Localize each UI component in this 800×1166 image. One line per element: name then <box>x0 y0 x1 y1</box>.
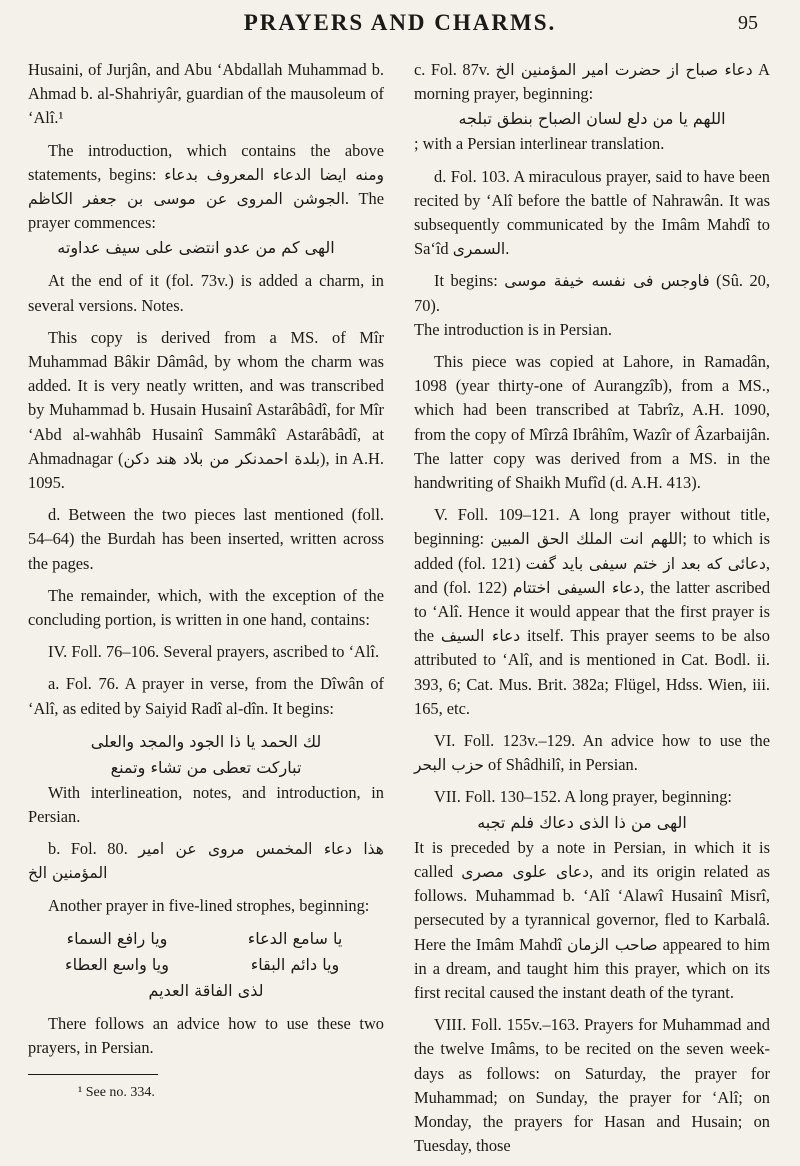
arabic-text: دعائى كه بعد از ختم سيفى بايد گفت <box>525 554 766 573</box>
text: V. Foll. 109–121. A long prayer without title, beginning: <box>414 505 770 549</box>
paragraph: With interlineation, notes, and introduction, in Persian. <box>28 782 384 827</box>
verse-line: ويا واسع العطاء <box>65 954 169 974</box>
arabic-text: السمرى <box>452 240 506 259</box>
text: It is preceded by a note in Persian, in which it is called <box>414 837 770 881</box>
text: , and (fol. 122) <box>414 553 770 597</box>
page-number: 95 <box>738 12 758 34</box>
arabic-text: دعاء السيفى اختتام <box>512 578 641 597</box>
paragraph: Another prayer in five-lined strophes, beginning: <box>48 895 370 915</box>
text: VI. Foll. 123v.–129. An advice how to use the <box>434 731 770 751</box>
verse-line: يا سامع الدعاء <box>247 928 343 948</box>
text: c. Fol. 87v. <box>414 60 490 79</box>
section-v <box>414 503 770 721</box>
text: b. Fol. 80. <box>48 839 128 859</box>
text: This copy is derived from a MS. of Mîr Muhammad Bâkir Dâmâd, by whom the charm was added. It is very neatly written, and was transcribed by Muhammad b. Husain Husainî Astarâbâdî, for Mîr ‘Abd al-wahhâb Husainî Sammâkî Astarâbâdî, at Ahmadnagar ( <box>28 327 384 468</box>
paragraph: The remainder, which, with the exception of the concluding portion, is written in one hand, contains: <box>28 585 384 630</box>
page-header <box>0 10 800 46</box>
footnote: ¹ See no. 334. <box>78 1085 155 1101</box>
text: ; to which is added (fol. 121) <box>414 529 770 573</box>
paragraph: d. Between the two pieces last mentioned (foll. 54–64) the Burdah has been inserted, written across the pages. <box>28 505 384 573</box>
left-column <box>28 58 384 1106</box>
page-title: PRAYERS AND CHARMS. <box>243 10 557 35</box>
paragraph: a. Fol. 76. A prayer in verse, from the Dîwân of ‘Alî, as edited by Saiyid Radî al-dîn. It begins: <box>28 674 384 718</box>
paragraph-begins <box>414 269 770 342</box>
footnote-divider <box>28 1074 158 1075</box>
arabic-verse: تباركت تعطى من تشاء وتمنع <box>110 757 302 777</box>
section-viii: VIII. Foll. 155v.–163. Prayers for Muhammad and the twelve Imâms, to be recited on the seven week-days as follows: on Saturday, the prayer for Muhammad; on Sunday, the prayer for ‘Alî; on Monday, the prayers for Hasan and Husain; on Tuesday, those <box>414 1015 770 1156</box>
arabic-text: اللهم يا من دلع لسان الصباح بنطق تبلجه <box>458 109 726 129</box>
text: The introduction, which contains the above statements, begins: <box>28 140 384 184</box>
arabic-text: الهى من ذا الذى دعاك فلم تجبه <box>477 812 687 832</box>
arabic-text: دعاى علوى مصرى <box>461 862 589 881</box>
arabic-text: الهى كم من عدو انتضى على سيف عداوته <box>57 238 335 258</box>
paragraph-c <box>414 58 770 157</box>
text: It begins: <box>434 271 498 291</box>
arabic-text: بلدة احمدنكر من بلاد هند دكن <box>123 449 321 468</box>
paragraph-provenance <box>28 326 384 495</box>
section-heading-iv: IV. Foll. 76–106. Several prayers, ascribed to ‘Alî. <box>48 642 380 662</box>
verse-strophe <box>28 926 384 1004</box>
paragraph-intro <box>28 139 384 262</box>
text: appeared to him in a dream, and taught him this prayer, which on its first recital caused the instant death of the tyrant. <box>414 934 770 1002</box>
section-vii <box>414 785 770 1005</box>
text: ; with a Persian interlinear translation. <box>414 134 665 154</box>
arabic-verse: لك الحمد يا ذا الجود والمجد والعلى <box>90 731 322 751</box>
text: . The prayer commences: <box>28 189 384 233</box>
paragraph: There follows an advice how to use these two prayers, in Persian. <box>28 1013 384 1058</box>
arabic-text: حزب البحر <box>414 756 484 775</box>
arabic-text: ومنه ايضا الدعاء المعروف بدعاء الجوشن المروى <box>164 165 384 209</box>
verse-line: ويا دائم البقاء <box>250 954 340 974</box>
paragraph: At the end of it (fol. 73v.) is added a charm, in several versions. Notes. <box>28 271 384 315</box>
text: VII. Foll. 130–152. A long prayer, beginning: <box>434 787 732 807</box>
arabic-text: صاحب الزمان <box>567 935 658 954</box>
text: d. Fol. 103. A miraculous prayer, said to have been recited by ‘Alî before the battle of Nahrawân. It was subsequently communicated by the Imâm Mahdî to Sa‘îd <box>414 166 770 259</box>
verse-line: لذى الفاقة العديم <box>148 980 264 1000</box>
text: , the latter ascribed to ‘Alî. Hence it would appear that the first prayer is the <box>414 577 771 646</box>
verse-line: ويا رافع السماء <box>66 928 168 948</box>
section-vi <box>414 729 770 777</box>
paragraph: Husaini, of Jurjân, and Abu ‘Abdallah Muhammad b. Ahmad b. al-Shahriyâr, guardian of the mausoleum of ‘Alî.¹ <box>28 60 384 128</box>
right-column <box>414 58 770 1166</box>
arabic-text: دعاء صباح از حضرت امير المؤمنين الخ <box>495 61 753 79</box>
paragraph-d: d. Fol. 103. A miraculous prayer, said to have been recited by ‘Alî before the battle of Nahrawân. It was subsequently communicated by the Imâm Mahdî to Sa‘îd السمرى. <box>414 166 770 259</box>
text: (Sû. 20, 70). <box>414 271 770 315</box>
text: itself. This prayer seems to be also attributed to ‘Alî, and is mentioned in Cat. Bodl. ii. 393, 6; Cat. Mus. Brit. 382a; Flügel, Hdss. Wien, iii. 165, etc. <box>414 626 770 718</box>
arabic-text: اللهم انت الملك الحق المبين <box>490 530 683 549</box>
text: The introduction is in Persian. <box>414 319 613 339</box>
paragraph: This piece was copied at Lahore, in Ramadân, 1098 (year thirty-one of Aurangzîb), from a MS., which had been transcribed at Tabrîz, A.H. 1090, from the copy of Mîrzâ Ibrâhîm, Wazîr of Âzarbaijân. The latter copy was derived from a MS. in the handwriting of Shaikh Mufîd (d. A.H. 413). <box>414 352 770 493</box>
arabic-text: دعاء السيف <box>440 627 521 646</box>
paragraph-b <box>28 837 384 885</box>
arabic-text: هذا دعاء المخمس مروى عن امير المؤمنين الخ <box>28 840 384 883</box>
text: , and its origin related as follows. Muhammad b. ‘Alî ‘Alawî Husainî Misrî, persecuted by a tyrannical governor, fled to Karbalâ. Here the Imâm Mahdî <box>414 861 770 954</box>
arabic-text: فاوجس فى نفسه خيفة موسى <box>504 272 710 291</box>
text: of Shâdhilî, in Persian. <box>488 755 638 775</box>
text: A morning prayer, beginning: <box>414 60 771 104</box>
text: ), in A.H. 1095. <box>28 448 384 493</box>
arabic-text: عن موسى بن جعفر الكاظم <box>28 190 228 209</box>
